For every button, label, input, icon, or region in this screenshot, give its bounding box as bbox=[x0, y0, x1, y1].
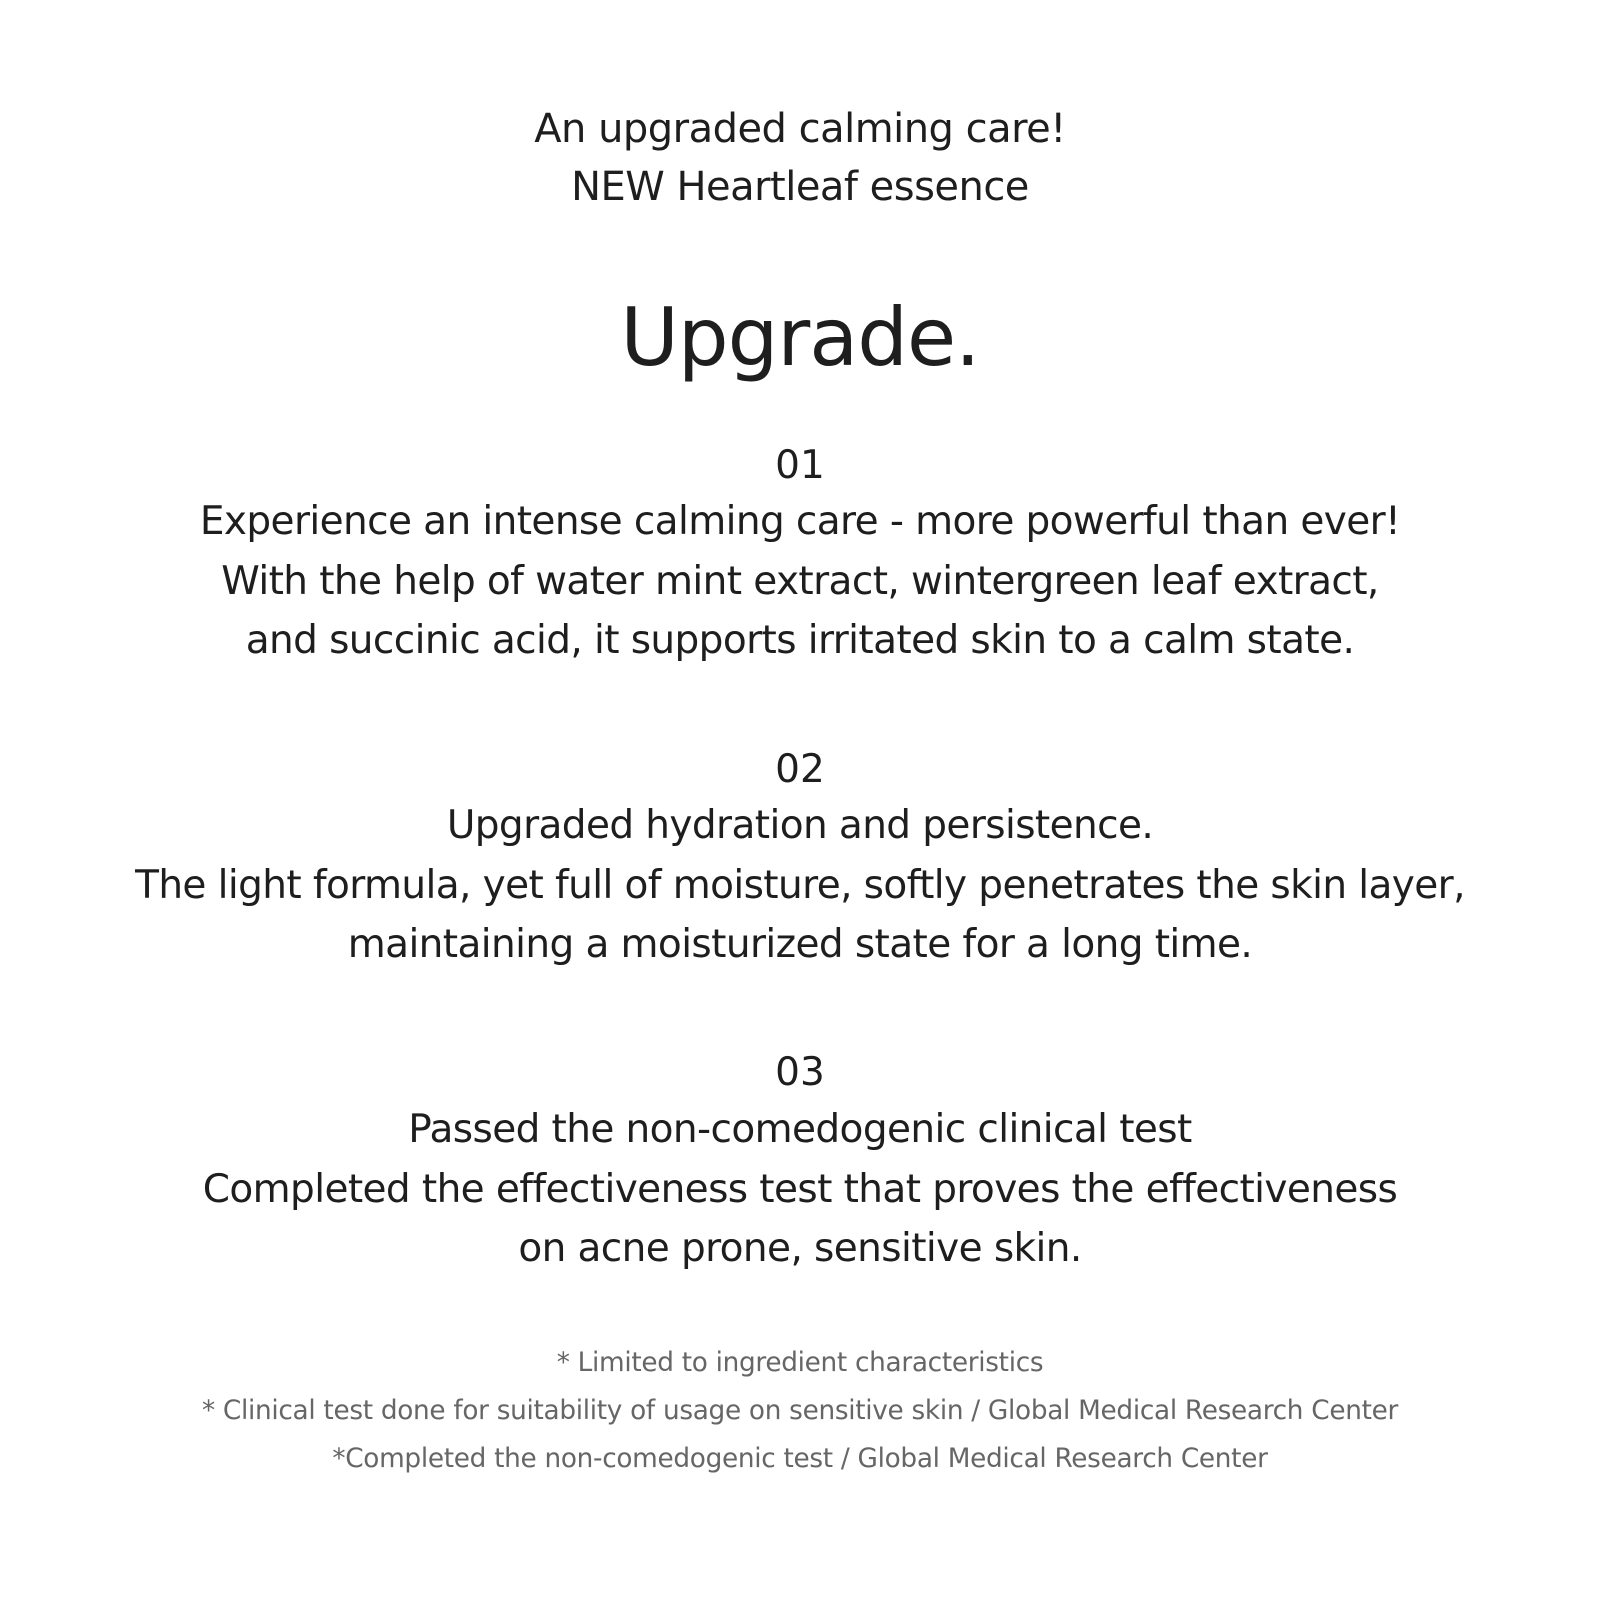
point-line: Upgraded hydration and persistence. bbox=[446, 803, 1154, 848]
point-line: and succinic acid, it supports irritated skin to a calm state. bbox=[245, 618, 1355, 663]
page-title: Upgrade. bbox=[620, 291, 980, 384]
point-line: Completed the effectiveness test that proves the effectiveness bbox=[202, 1167, 1398, 1212]
point-line: on acne prone, sensitive skin. bbox=[518, 1226, 1082, 1271]
point-line: The light formula, yet full of moisture, softly penetrates the skin layer, bbox=[135, 863, 1465, 908]
point-number: 01 bbox=[775, 443, 825, 488]
point-line: Experience an intense calming care - more powerful than ever! bbox=[199, 499, 1401, 544]
intro-line-1: An upgraded calming care! bbox=[534, 106, 1066, 152]
intro-line-2: NEW Heartleaf essence bbox=[571, 164, 1029, 210]
point-number: 02 bbox=[775, 747, 825, 792]
footnote: *Completed the non-comedogenic test / Global Medical Research Center bbox=[332, 1444, 1268, 1474]
point-line: maintaining a moisturized state for a long time. bbox=[347, 922, 1253, 967]
point-number: 03 bbox=[775, 1050, 825, 1095]
point-line: With the help of water mint extract, wintergreen leaf extract, bbox=[221, 559, 1379, 604]
footnote: * Clinical test done for suitability of usage on sensitive skin / Global Medical Research Center bbox=[201, 1396, 1399, 1426]
point-line: Passed the non-comedogenic clinical test bbox=[408, 1107, 1192, 1152]
footnote: * Limited to ingredient characteristics bbox=[556, 1348, 1044, 1378]
